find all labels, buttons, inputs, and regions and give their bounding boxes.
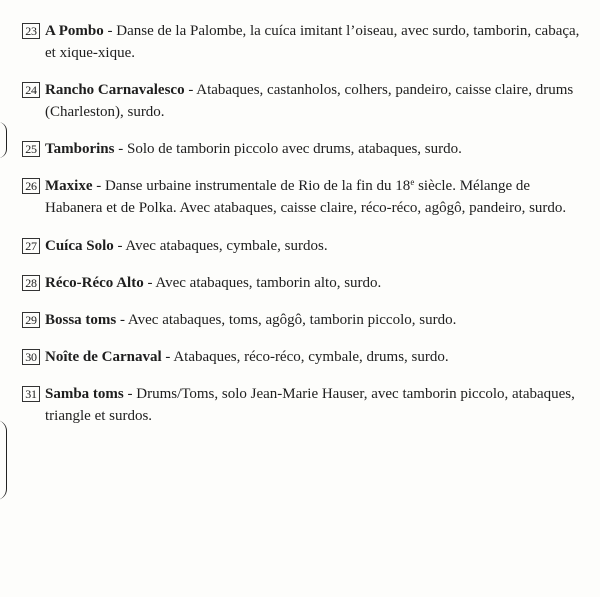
track-entry bbox=[22, 175, 590, 219]
track-title: Tamborins bbox=[45, 141, 115, 157]
track-number-box: 31 bbox=[22, 386, 40, 402]
track-number-box: 28 bbox=[22, 275, 40, 291]
track-text bbox=[45, 346, 590, 368]
track-text bbox=[45, 235, 590, 257]
track-text bbox=[45, 383, 590, 427]
track-title: Cuíca Solo bbox=[45, 238, 114, 254]
track-title: Samba toms bbox=[45, 386, 124, 402]
track-description: - Avec atabaques, tamborin alto, surdo. bbox=[143, 275, 382, 291]
ordinal-superscript: e bbox=[410, 177, 415, 187]
track-text bbox=[45, 20, 590, 64]
track-description: - Solo de tamborin piccolo avec drums, atabaques, surdo. bbox=[114, 141, 462, 157]
track-title: Rancho Carnavalesco bbox=[45, 82, 185, 98]
track-description: - Atabaques, réco-réco, cymbale, drums, surdo. bbox=[161, 349, 449, 365]
track-title: Bossa toms bbox=[45, 312, 117, 328]
track-entry bbox=[22, 346, 590, 368]
scan-edge-mark bbox=[0, 122, 7, 158]
track-text bbox=[45, 175, 590, 219]
track-text bbox=[45, 272, 590, 294]
track-description: - Drums/Toms, solo Jean-Marie Hauser, avec tamborin piccolo, atabaques, triangle et surdos. bbox=[45, 386, 575, 424]
track-entry bbox=[22, 309, 590, 331]
track-description: - Danse urbaine instrumentale de Rio de la fin du 18 bbox=[92, 178, 411, 194]
track-title: Noîte de Carnaval bbox=[45, 349, 162, 365]
track-text bbox=[45, 79, 590, 123]
scan-edge-mark bbox=[0, 420, 7, 500]
track-description: - Danse de la Palombe, la cuíca imitant l’oiseau, avec surdo, tamborin, cabaça, et xique-xique. bbox=[45, 23, 580, 61]
track-number-box: 27 bbox=[22, 238, 40, 254]
track-description: - Atabaques, castanholos, colhers, pandeiro, caisse claire, drums (Charleston), surdo. bbox=[45, 82, 574, 120]
track-text bbox=[45, 138, 590, 160]
track-list bbox=[22, 20, 590, 442]
track-entry bbox=[22, 272, 590, 294]
track-number-box: 23 bbox=[22, 23, 40, 39]
track-title: Maxixe bbox=[45, 178, 93, 194]
track-description-continued: siècle. Mélange de Habanera et de Polka. Avec atabaques, caisse claire, réco-réco, agôgô, pandeiro, surdo. bbox=[45, 178, 567, 216]
track-title: A Pombo bbox=[45, 23, 104, 39]
track-number-box: 24 bbox=[22, 82, 40, 98]
track-description: - Avec atabaques, toms, agôgô, tamborin piccolo, surdo. bbox=[116, 312, 457, 328]
track-number-box: 26 bbox=[22, 178, 40, 194]
track-number-box: 29 bbox=[22, 312, 40, 328]
track-number-box: 25 bbox=[22, 141, 40, 157]
track-title: Réco-Réco Alto bbox=[45, 275, 144, 291]
track-entry bbox=[22, 79, 590, 123]
track-entry bbox=[22, 235, 590, 257]
track-entry bbox=[22, 138, 590, 160]
track-entry bbox=[22, 383, 590, 427]
track-description: - Avec atabaques, cymbale, surdos. bbox=[113, 238, 328, 254]
track-number-box: 30 bbox=[22, 349, 40, 365]
track-text bbox=[45, 309, 590, 331]
track-entry bbox=[22, 20, 590, 64]
